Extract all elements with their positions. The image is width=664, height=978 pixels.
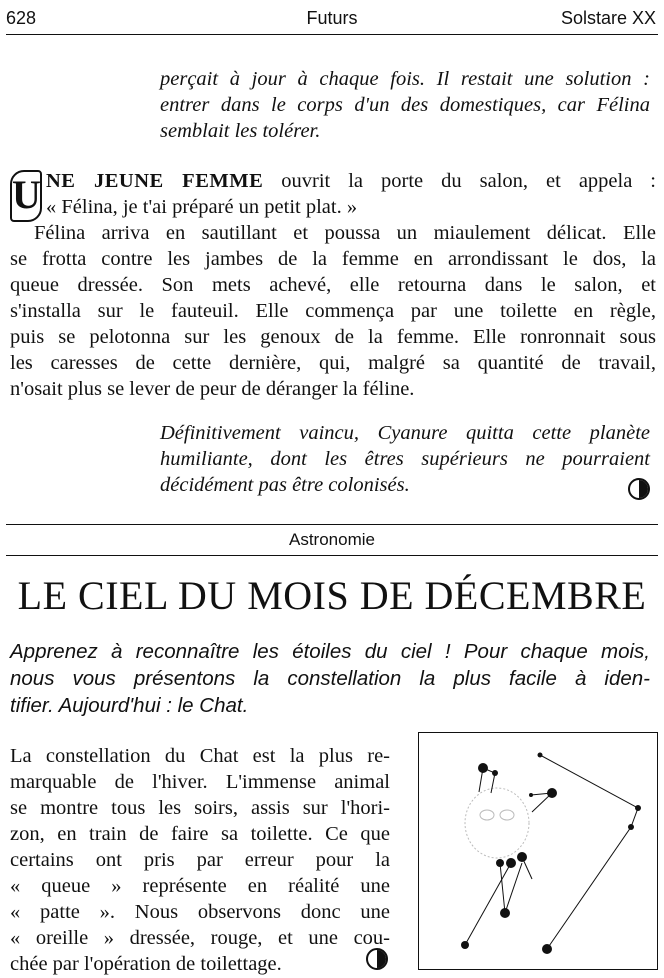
issue-label: Solstare XX [560, 8, 656, 28]
text-line: tifier. Aujourd'hui : le Chat. [10, 694, 249, 717]
half-moon-icon [366, 948, 388, 970]
star [635, 805, 641, 811]
text-line: zon, en train de faire sa toilette. Ce que [10, 823, 390, 845]
page-number: 628 [6, 8, 37, 28]
running-section: Futurs [306, 8, 358, 28]
text-line: entrer dans le corps d'un des domestiques, car Félina [160, 94, 650, 116]
story-intro-italic [160, 66, 650, 144]
text-line: n'osait plus se lever de peur de déranger la féline. [10, 378, 415, 400]
constellation-figure [418, 732, 658, 970]
text-line: se montre tous les soirs, assis sur l'hori- [10, 797, 390, 819]
text-line: Apprenez à reconnaître les étoiles du ciel ! Pour chaque mois, [10, 640, 650, 663]
text-line: s'installa sur le fauteuil. Elle commença par une toilette en règle, [10, 300, 656, 322]
drop-cap: U [10, 170, 42, 222]
text-line: certains ont pris par erreur pour la [10, 849, 390, 871]
text-line: « patte ». Nous observons donc une [10, 901, 390, 923]
text-line: queue dressée. Son mets achevé, elle retourna dans le salon, et [10, 274, 656, 296]
constellation-line [500, 863, 522, 913]
half-moon-icon [628, 478, 650, 500]
text-line: « oreille » dressée, rouge, et une cou- [10, 927, 390, 949]
text-line: chée par l'opération de toilettage. [10, 953, 282, 975]
star [461, 941, 469, 949]
page-header [6, 0, 658, 35]
article-lead [10, 638, 650, 719]
text-line: « Félina, je t'ai préparé un petit plat. » [46, 196, 358, 218]
star [628, 824, 634, 830]
star [492, 770, 498, 776]
text-line: puis se pelotonna sur les genoux de la femme. Elle ronronnait sous [10, 326, 656, 348]
lead-small-caps: NE JEUNE FEMME [46, 170, 264, 192]
star [538, 753, 543, 758]
star [478, 763, 488, 773]
constellation-line [540, 755, 638, 949]
text-line: Félina arriva en sautillant et poussa un miaulement délicat. Elle [34, 222, 656, 244]
star [517, 852, 527, 862]
section-label: Astronomie [289, 530, 375, 549]
text-line: semblait les tolérer. [160, 120, 321, 142]
constellation-chart [419, 733, 657, 969]
story-body [10, 168, 656, 402]
star [500, 908, 510, 918]
star [542, 944, 552, 954]
line-rest: ouvrit la porte du salon, et appela : [263, 170, 657, 192]
text-line: Définitivement vaincu, Cyanure quitta cette planète [160, 422, 650, 444]
text-line: humiliante, dont les êtres supérieurs ne pourraient [160, 448, 650, 470]
cat-eye-right [500, 810, 514, 820]
text-line: marquable de l'hiver. L'immense animal [10, 771, 390, 793]
text-line: La constellation du Chat est la plus re- [10, 745, 390, 767]
divider [6, 555, 658, 556]
star [506, 858, 516, 868]
text-line: se frotta contre les jambes de la femme en arrondissant le dos, la [10, 248, 656, 270]
text-line: perçait à jour à chaque fois. Il restait une solution : [160, 68, 650, 90]
story-outro-italic [160, 420, 650, 498]
text-line [10, 168, 656, 194]
star [547, 788, 557, 798]
cat-eye-left [480, 810, 494, 820]
text-line: les caresses de cette dernière, qui, malgré sa quantité de travail, [10, 352, 656, 374]
article-title: LE CIEL DU MOIS DE DÉCEMBRE [17, 573, 647, 618]
star [496, 859, 504, 867]
article-body [10, 743, 390, 977]
text-line: « queue » représente en réalité une [10, 875, 390, 897]
text-line: nous vous présentons la constellation la plus facile à iden- [10, 667, 650, 690]
cat-head-outline [465, 788, 529, 858]
text-line: décidément pas être colonisés. [160, 474, 410, 496]
divider [6, 524, 658, 525]
star [529, 793, 533, 797]
